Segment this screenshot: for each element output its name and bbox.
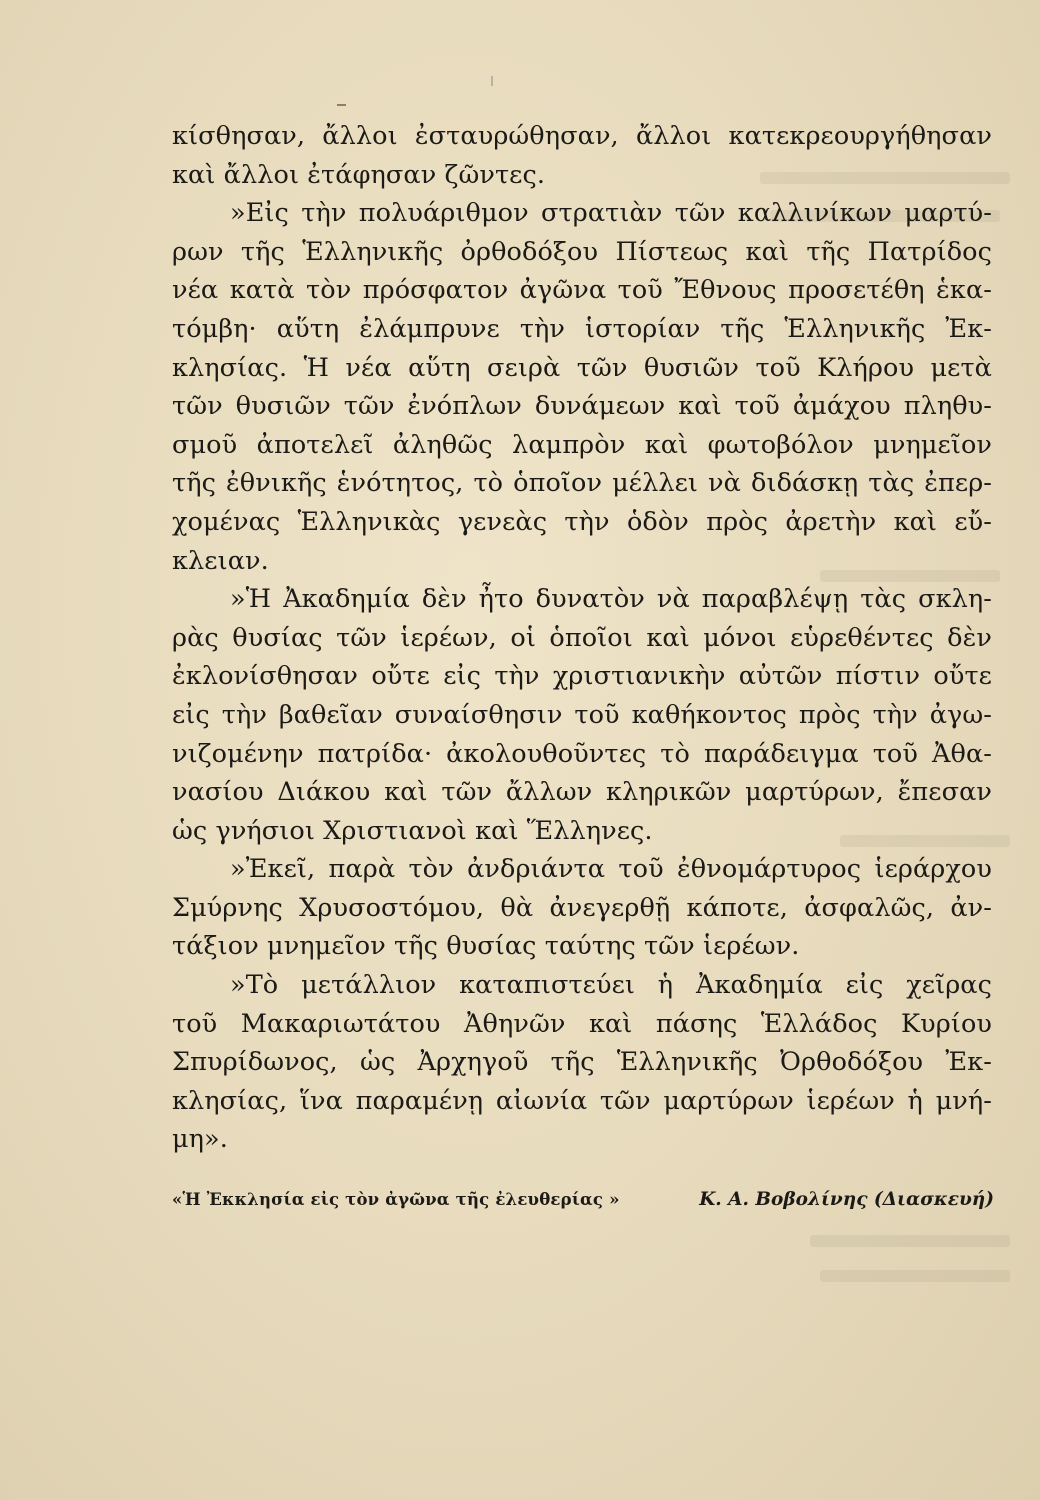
text-line: »Ἐκεῖ, παρὰ τὸν ἀνδριάντα τοῦ ἐθνομάρτυρος ἱεράρχου	[230, 854, 992, 885]
text-line: κλησίας. Ἡ νέα αὕτη σειρὰ τῶν θυσιῶν τοῦ Κλήρου μετὰ	[172, 352, 992, 383]
text-line: κίσθησαν, ἄλλοι ἐσταυρώθησαν, ἄλλοι κατεκρεουργήθησαν	[172, 121, 992, 151]
text-line: τῆς ἐθνικῆς ἑνότητος, τὸ ὁποῖον μέλλει νὰ διδάσκῃ τὰς ἐπερ-	[172, 468, 992, 499]
show-through-shadow	[810, 1235, 1010, 1247]
body-text	[172, 117, 992, 1159]
text-line: Σμύρνης Χρυσοστόμου, θὰ ἀνεγερθῇ κάποτε, ἀσφαλῶς, ἀν-	[172, 892, 992, 923]
text-line: τόμβη· αὕτη ἐλάμπρυνε τὴν ἱστορίαν τῆς Ἑλληνικῆς Ἐκ-	[172, 313, 992, 344]
text-line: τῶν θυσιῶν τῶν ἐνόπλων δυνάμεων καὶ τοῦ ἀμάχου πληθυ-	[172, 391, 992, 422]
ink-speck	[491, 76, 493, 86]
ink-speck	[337, 104, 346, 106]
text-line: εἰς τὴν βαθεῖαν συναίσθησιν τοῦ καθήκοντος πρὸς τὴν ἀγω-	[172, 699, 992, 730]
text-line: ἐκλονίσθησαν οὔτε εἰς τὴν χριστιανικὴν αὐτῶν πίστιν οὔτε	[172, 661, 992, 692]
citation-source: «Ἡ Ἐκκλησία εἰς τὸν ἀγῶνα τῆς ἐλευθερίας »	[172, 1190, 620, 1209]
text-line: νασίου Διάκου καὶ τῶν ἄλλων κληρικῶν μαρτύρων, ἔπεσαν	[172, 777, 992, 808]
citation-author: Κ. Α. Βοβολίνης (Διασκευή)	[699, 1189, 994, 1210]
text-line: νιζομένην πατρίδα· ἀκολουθοῦντες τὸ παράδειγμα τοῦ Ἀθα-	[172, 738, 992, 769]
text-line: Σπυρίδωνος, ὡς Ἀρχηγοῦ τῆς Ἑλληνικῆς Ὀρθοδόξου Ἐκ-	[172, 1047, 992, 1078]
text-line: ὡς γνήσιοι Χριστιανοὶ καὶ Ἕλληνες.	[172, 815, 653, 846]
text-line: καὶ ἄλλοι ἐτάφησαν ζῶντες.	[172, 159, 546, 190]
text-line: τάξιον μνημεῖον τῆς θυσίας ταύτης τῶν ἱερέων.	[172, 931, 800, 962]
text-line: μη».	[172, 1124, 228, 1155]
text-line: χομένας Ἑλληνικὰς γενεὰς τὴν ὁδὸν πρὸς ἀρετὴν καὶ εὔ-	[172, 506, 992, 537]
text-line: ρων τῆς Ἑλληνικῆς ὀρθοδόξου Πίστεως καὶ τῆς Πατρίδος	[172, 236, 992, 267]
text-line: σμοῦ ἀποτελεῖ ἀληθῶς λαμπρὸν καὶ φωτοβόλον μνημεῖον	[172, 429, 992, 460]
text-line: »Ἡ Ἀκαδημία δὲν ἦτο δυνατὸν νὰ παραβλέψῃ τὰς σκλη-	[230, 584, 992, 615]
text-line: νέα κατὰ τὸν πρόσφατον ἀγῶνα τοῦ Ἔθνους προσετέθη ἑκα-	[172, 275, 992, 306]
text-line: τοῦ Μακαριωτάτου Ἀθηνῶν καὶ πάσης Ἑλλάδος Κυρίου	[172, 1008, 992, 1039]
show-through-shadow	[820, 1270, 1010, 1282]
text-line: κλειαν.	[172, 545, 269, 576]
text-line: ρὰς θυσίας τῶν ἱερέων, οἱ ὁποῖοι καὶ μόνοι εὑρεθέντες δὲν	[172, 622, 992, 653]
text-line: »Εἰς τὴν πολυάριθμον στρατιὰν τῶν καλλινίκων μαρτύ-	[230, 198, 992, 229]
text-line: »Τὸ μετάλλιον καταπιστεύει ἡ Ἀκαδημία εἰς χεῖρας	[230, 970, 992, 1001]
citation	[172, 1185, 994, 1215]
text-line: κλησίας, ἵνα παραμένῃ αἰωνία τῶν μαρτύρων ἱερέων ἡ μνή-	[172, 1085, 992, 1116]
